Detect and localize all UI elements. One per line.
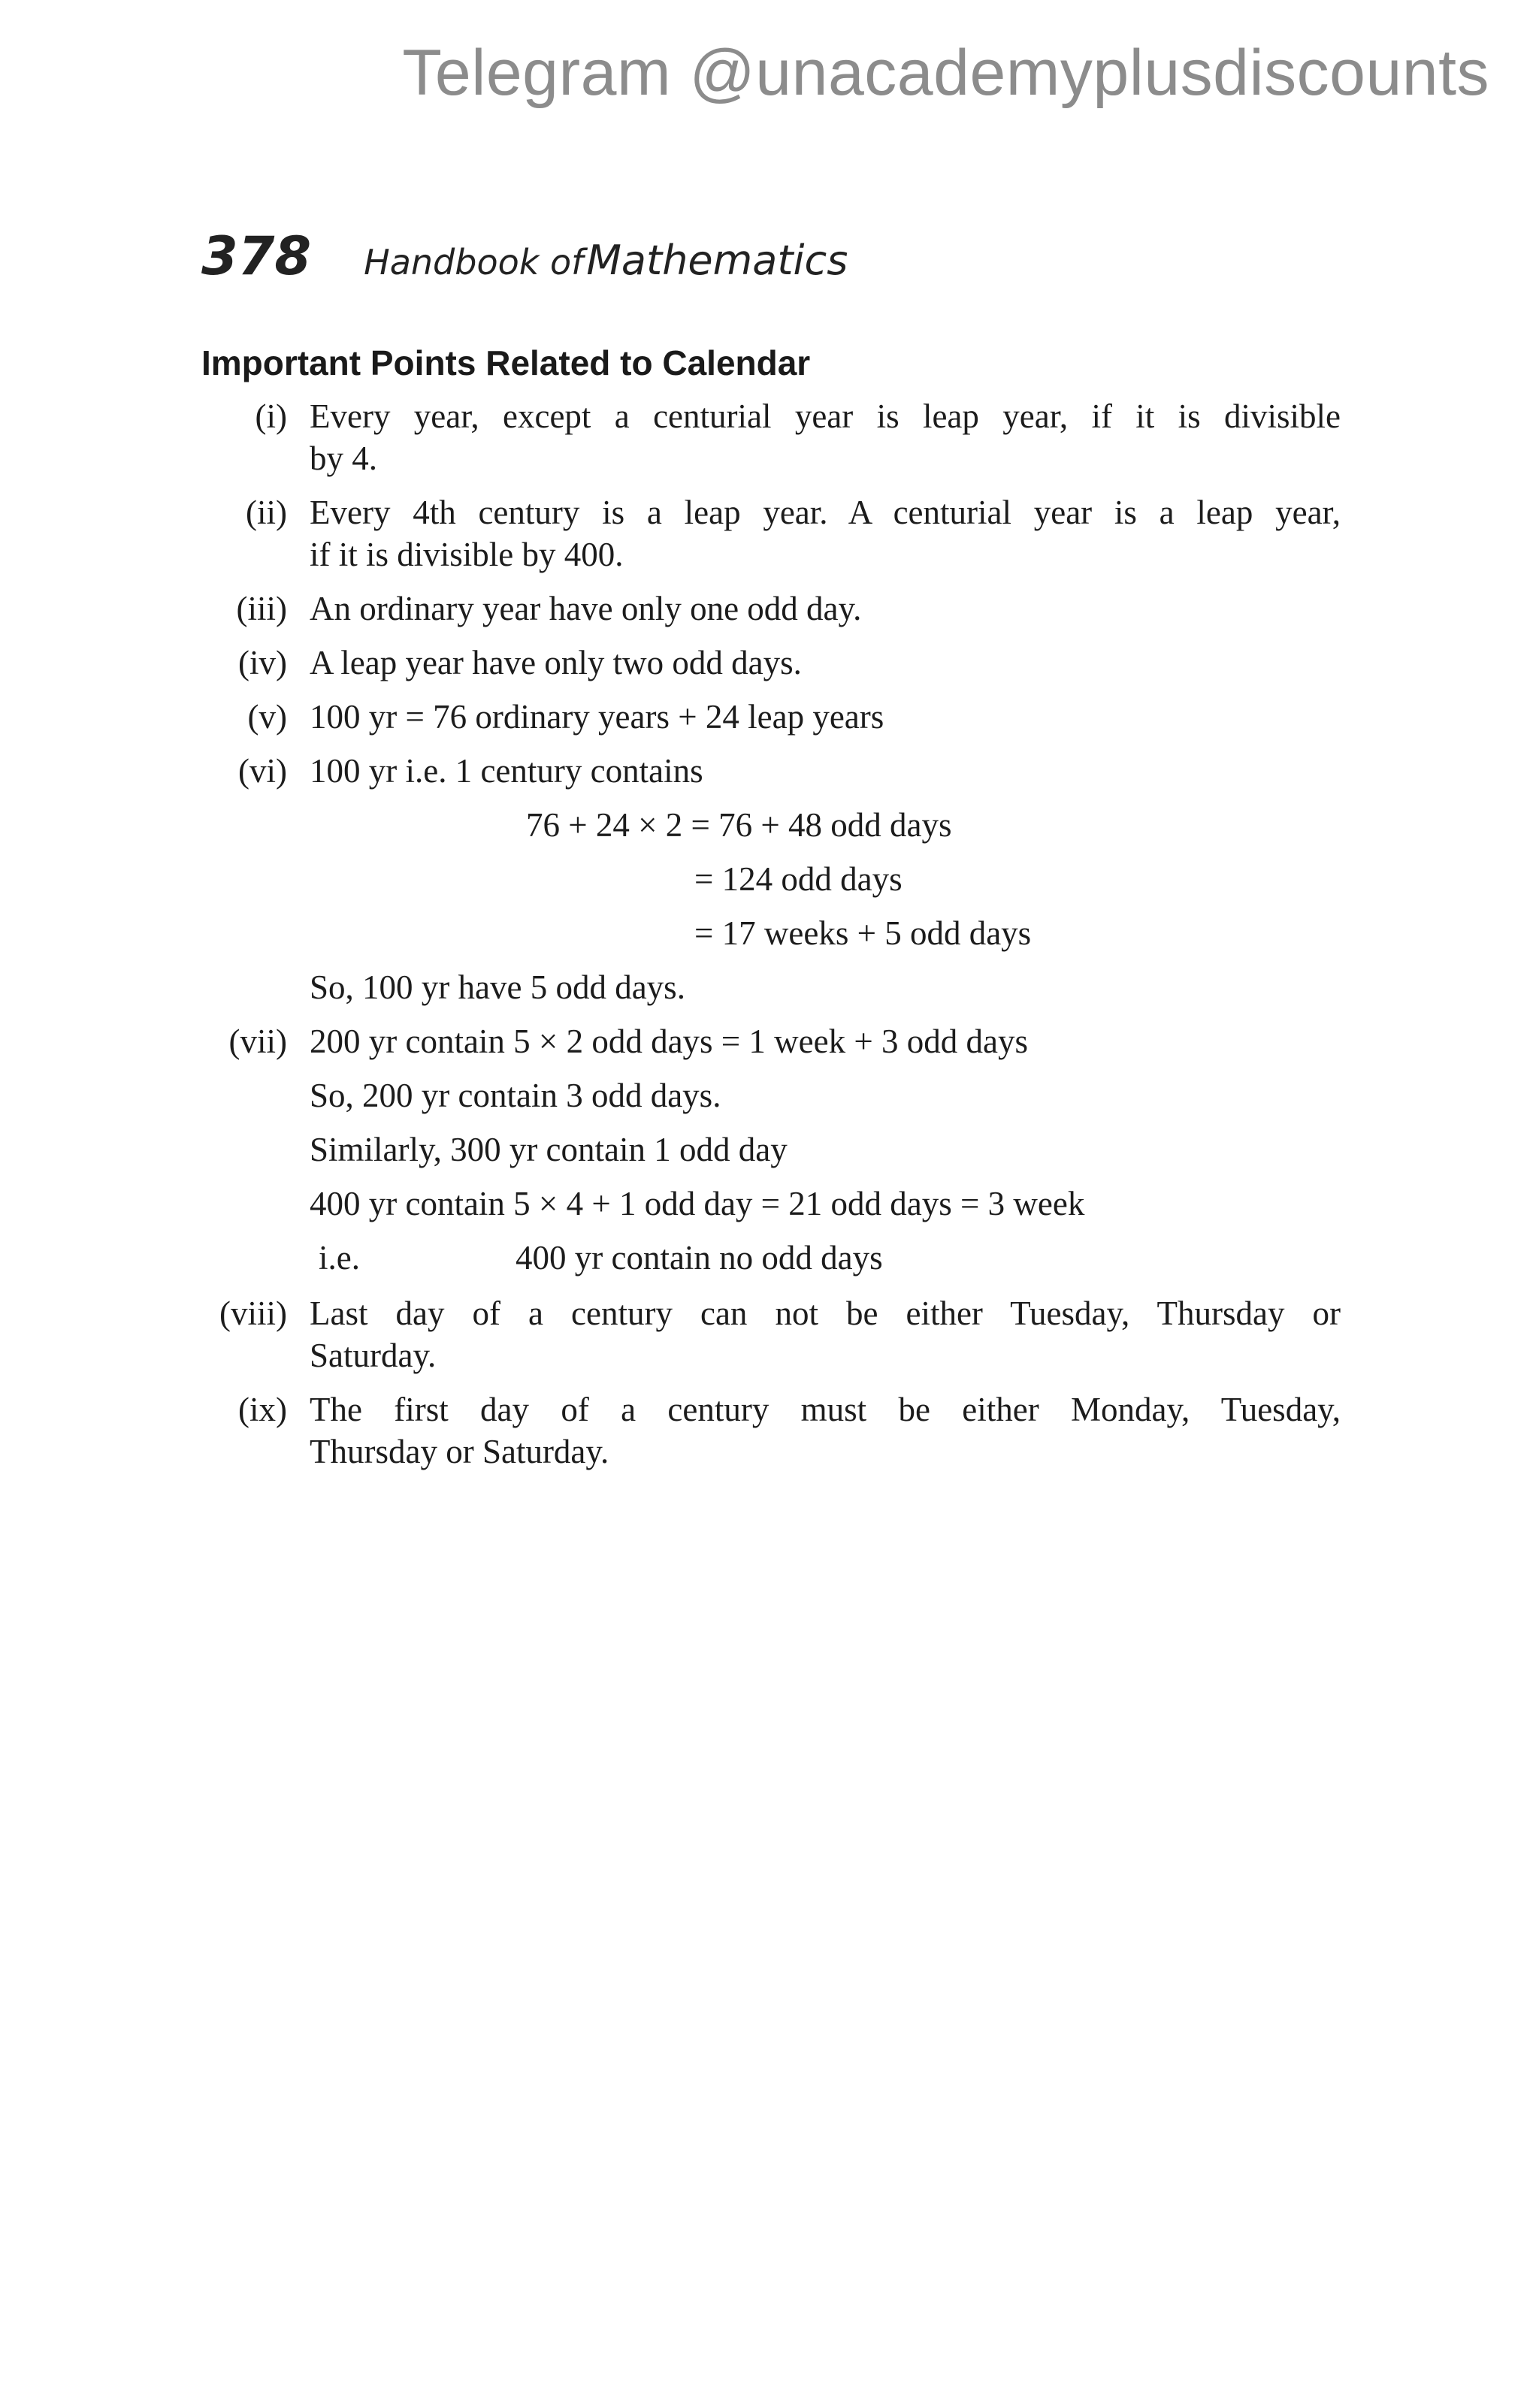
item-text: 100 yr i.e. 1 century contains — [310, 752, 703, 790]
ie-label: i.e. — [319, 1239, 360, 1277]
item-number: (i) — [255, 397, 287, 435]
item-number: (vii) — [228, 1023, 287, 1060]
item-text-continued: 400 yr contain 5 × 4 + 1 odd day = 21 odd days = 3 week — [310, 1185, 1085, 1222]
section-title: Important Points Related to Calendar — [201, 343, 811, 382]
conclusion-line: So, 100 yr have 5 odd days. — [310, 968, 685, 1006]
book-title-main: Mathematics — [586, 237, 848, 284]
item-number: (ix) — [238, 1391, 287, 1428]
item-text: Every 4th century is a leap year. A centurial year is a leap year, — [310, 494, 1341, 531]
item-text: 100 yr = 76 ordinary years + 24 leap years — [310, 698, 884, 736]
item-text: A leap year have only two odd days. — [310, 644, 802, 681]
item-text-continued: by 4. — [310, 440, 377, 477]
item-text: The first day of a century must be either Monday, Tuesday, — [310, 1391, 1341, 1428]
item-text: An ordinary year have only one odd day. — [310, 590, 862, 627]
item-text-continued: if it is divisible by 400. — [310, 536, 624, 573]
item-number: (vi) — [238, 752, 287, 790]
item-number: (v) — [247, 698, 287, 736]
book-title-prefix: Handbook of — [364, 242, 584, 282]
ie-text: 400 yr contain no odd days — [516, 1239, 883, 1277]
running-head — [201, 225, 848, 287]
calculation-line: = 17 weeks + 5 odd days — [694, 914, 1032, 952]
item-text: Every year, except a centurial year is leap year, if it is divisible — [310, 397, 1341, 435]
calculation-line: 76 + 24 × 2 = 76 + 48 odd days — [526, 806, 952, 844]
calculation-line: = 124 odd days — [694, 860, 903, 898]
item-number: (iv) — [238, 644, 287, 681]
item-number: (viii) — [219, 1295, 287, 1332]
page-number: 378 — [201, 225, 312, 287]
watermark: Telegram @unacademyplusdiscounts — [402, 37, 1489, 109]
item-number: (ii) — [246, 494, 287, 531]
item-text: Last day of a century can not be either Tuesday, Thursday or — [310, 1295, 1341, 1332]
item-text-continued: So, 200 yr contain 3 odd days. — [310, 1077, 721, 1114]
item-text-continued: Thursday or Saturday. — [310, 1433, 609, 1470]
item-number: (iii) — [236, 590, 287, 627]
item-text-continued: Similarly, 300 yr contain 1 odd day — [310, 1131, 788, 1168]
item-text-continued: Saturday. — [310, 1337, 437, 1374]
item-text: 200 yr contain 5 × 2 odd days = 1 week + 3 odd days — [310, 1023, 1028, 1060]
